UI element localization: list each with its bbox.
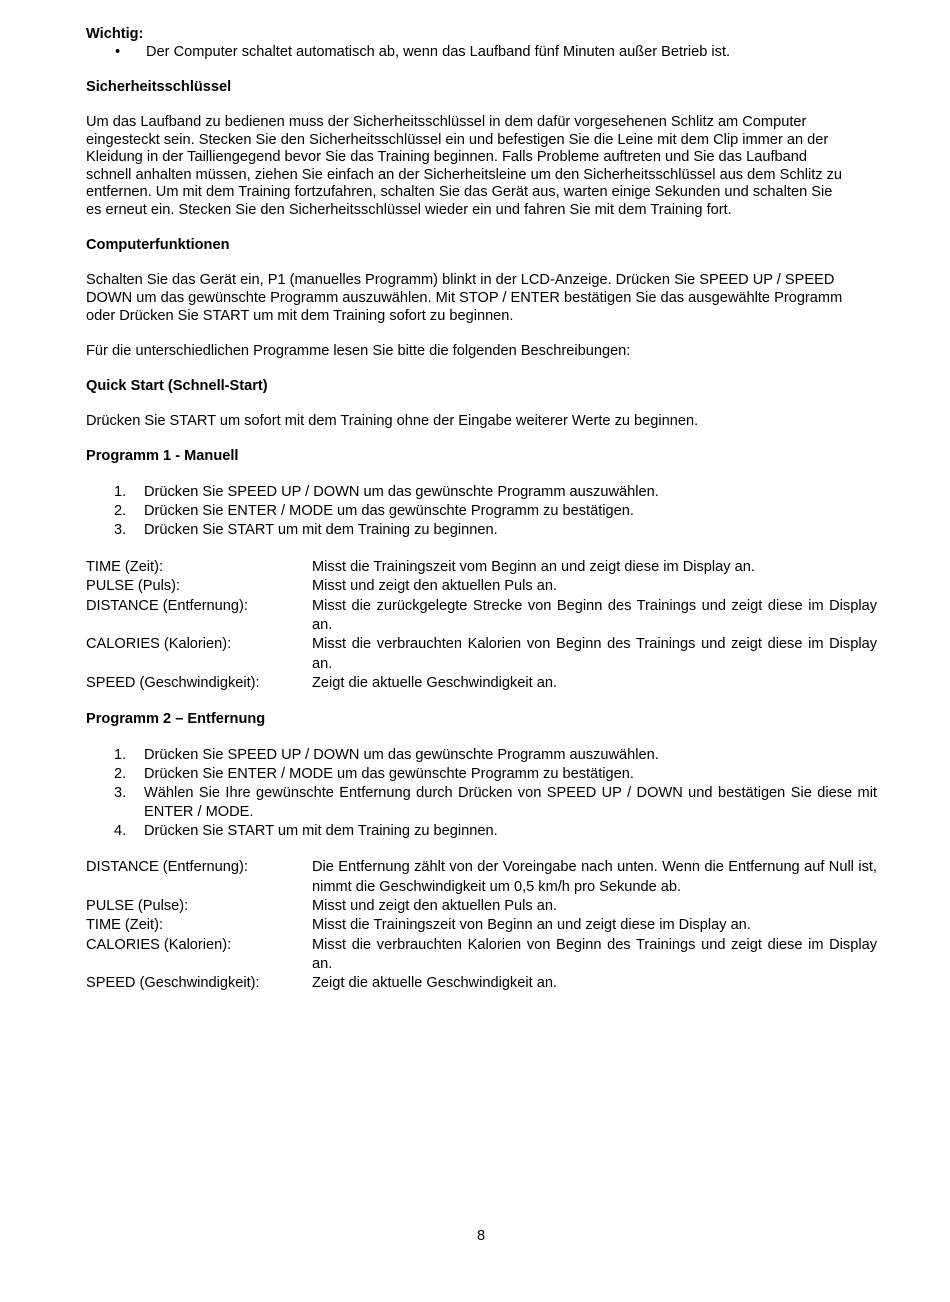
paragraph-line: entfernen. Um mit dem Training fortzufahren, schalten Sie das Gerät aus, warten einige Sekunden und schalten Sie	[86, 184, 833, 201]
bullet-icon: •	[115, 43, 121, 60]
computer-paragraph	[86, 272, 877, 325]
definition-term: CALORIES (Kalorien):	[86, 636, 232, 653]
table-row	[86, 597, 877, 636]
list-item	[86, 822, 877, 841]
list-item	[86, 483, 877, 502]
table-row	[86, 635, 877, 674]
paragraph-line: es erneut ein. Stecken Sie den Sicherheitsschlüssel wieder ein und fahren Sie mit dem Training fort.	[86, 201, 732, 218]
table-row	[86, 916, 877, 935]
step-number: 2.	[114, 765, 127, 782]
table-row	[86, 897, 877, 916]
definition-desc: Misst die Trainingszeit vom Beginn an und zeigt diese im Display an.	[312, 559, 755, 576]
document-page	[86, 26, 877, 994]
paragraph-line: schnell anhalten müssen, ziehen Sie einfach an der Sicherheitsleine um den Sicherheitsschlüssel aus dem Schlitz zu	[86, 166, 843, 183]
step-text: Drücken Sie ENTER / MODE um das gewünschte Programm zu bestätigen.	[144, 503, 634, 520]
wichtig-bullet-item	[86, 44, 877, 62]
quick-start-heading: Quick Start (Schnell-Start)	[86, 377, 268, 394]
definition-term: DISTANCE (Entfernung):	[86, 597, 248, 614]
step-number: 1.	[114, 484, 127, 501]
definition-term: CALORIES (Kalorien):	[86, 936, 232, 953]
paragraph-line: DOWN um das gewünschte Programm auszuwählen. Mit STOP / ENTER bestätigen Sie das ausgewählte Programm	[86, 289, 843, 306]
sicherheit-heading: Sicherheitsschlüssel	[86, 78, 232, 95]
paragraph-line: Schalten Sie das Gerät ein, P1 (manuelles Programm) blinkt in der LCD-Anzeige. Drücken Sie SPEED UP / SPEED	[86, 272, 835, 289]
definition-term: SPEED (Geschwindigkeit):	[86, 674, 260, 691]
quick-start-text: Drücken Sie START um sofort mit dem Training ohne der Eingabe weiterer Werte zu beginnen.	[86, 413, 699, 430]
step-number: 2.	[114, 503, 127, 520]
step-text: Drücken Sie START um mit dem Training zu beginnen.	[144, 522, 498, 539]
definition-term: PULSE (Puls):	[86, 578, 181, 595]
definition-term: DISTANCE (Entfernung):	[86, 859, 248, 876]
list-item	[86, 521, 877, 540]
table-row	[86, 936, 877, 975]
step-text: Drücken Sie ENTER / MODE um das gewünschte Programm zu bestätigen.	[144, 765, 634, 782]
paragraph-line: Kleidung in der Tailliengegend bevor Sie das Training beginnen. Falls Probleme auftreten und Sie das Laufband	[86, 149, 807, 166]
paragraph-line: Um das Laufband zu bedienen muss der Sicherheitsschlüssel in dem dafür vorgesehenen Schlitz am Computer	[86, 113, 807, 130]
page-number: 8	[476, 1228, 486, 1244]
program-2-heading: Programm 2 – Entfernung	[86, 710, 266, 727]
list-item	[86, 765, 877, 784]
program-1-heading: Programm 1 - Manuell	[86, 448, 239, 465]
table-row	[86, 577, 877, 596]
program-2-definitions	[86, 858, 877, 993]
step-text: Wählen Sie Ihre gewünschte Entfernung durch Drücken von SPEED UP / DOWN und bestätigen Sie diese mit ENTER / MODE.	[144, 784, 877, 820]
step-number: 4.	[114, 822, 127, 839]
definition-desc: Misst die Trainingszeit von Beginn an und zeigt diese im Display an.	[312, 917, 751, 934]
definition-desc: Misst und zeigt den aktuellen Puls an.	[312, 578, 557, 595]
definition-desc: Misst und zeigt den aktuellen Puls an.	[312, 898, 557, 915]
program-1-definitions	[86, 558, 877, 693]
definition-desc: Zeigt die aktuelle Geschwindigkeit an.	[312, 975, 557, 992]
definition-desc: Zeigt die aktuelle Geschwindigkeit an.	[312, 674, 557, 691]
step-text: Drücken Sie START um mit dem Training zu beginnen.	[144, 822, 498, 839]
definition-term: TIME (Zeit):	[86, 559, 164, 576]
definition-desc: Misst die verbrauchten Kalorien von Beginn des Trainings und zeigt diese im Display an.	[312, 636, 877, 672]
program-1-steps	[86, 483, 877, 540]
computer-heading: Computerfunktionen	[86, 237, 230, 254]
step-text: Drücken Sie SPEED UP / DOWN um das gewünschte Programm auszuwählen.	[144, 746, 659, 763]
definition-term: PULSE (Pulse):	[86, 898, 189, 915]
definition-desc: Misst die verbrauchten Kalorien von Beginn des Trainings und zeigt diese im Display an.	[312, 936, 877, 972]
table-row	[86, 674, 877, 693]
step-number: 1.	[114, 746, 127, 763]
definition-desc: Die Entfernung zählt von der Voreingabe nach unten. Wenn die Entfernung auf Null ist, nimmt die Geschwindigkeit um 0,5 km/h pro Sekunde ab.	[312, 859, 877, 895]
list-item	[86, 784, 877, 822]
table-row	[86, 858, 877, 897]
computer-note: Für die unterschiedlichen Programme lesen Sie bitte die folgenden Beschreibungen:	[86, 342, 631, 359]
paragraph-line: eingesteckt sein. Stecken Sie den Sicherheitsschlüssel ein und befestigen Sie die Leine mit dem Clip immer an der	[86, 131, 829, 148]
definition-term: SPEED (Geschwindigkeit):	[86, 975, 260, 992]
list-item	[86, 746, 877, 765]
paragraph-line: oder Drücken Sie START um mit dem Training sofort zu beginnen.	[86, 307, 514, 324]
wichtig-bullet-text: Der Computer schaltet automatisch ab, wenn das Laufband fünf Minuten außer Betrieb ist.	[146, 43, 731, 60]
definition-term: TIME (Zeit):	[86, 917, 164, 934]
step-number: 3.	[114, 784, 127, 801]
wichtig-heading: Wichtig:	[86, 26, 144, 42]
step-number: 3.	[114, 522, 127, 539]
program-2-steps	[86, 746, 877, 841]
sicherheit-paragraph	[86, 114, 877, 220]
step-text: Drücken Sie SPEED UP / DOWN um das gewünschte Programm auszuwählen.	[144, 484, 659, 501]
table-row	[86, 974, 877, 993]
definition-desc: Misst die zurückgelegte Strecke von Beginn des Trainings und zeigt diese im Display an.	[312, 597, 877, 633]
list-item	[86, 502, 877, 521]
table-row	[86, 558, 877, 577]
